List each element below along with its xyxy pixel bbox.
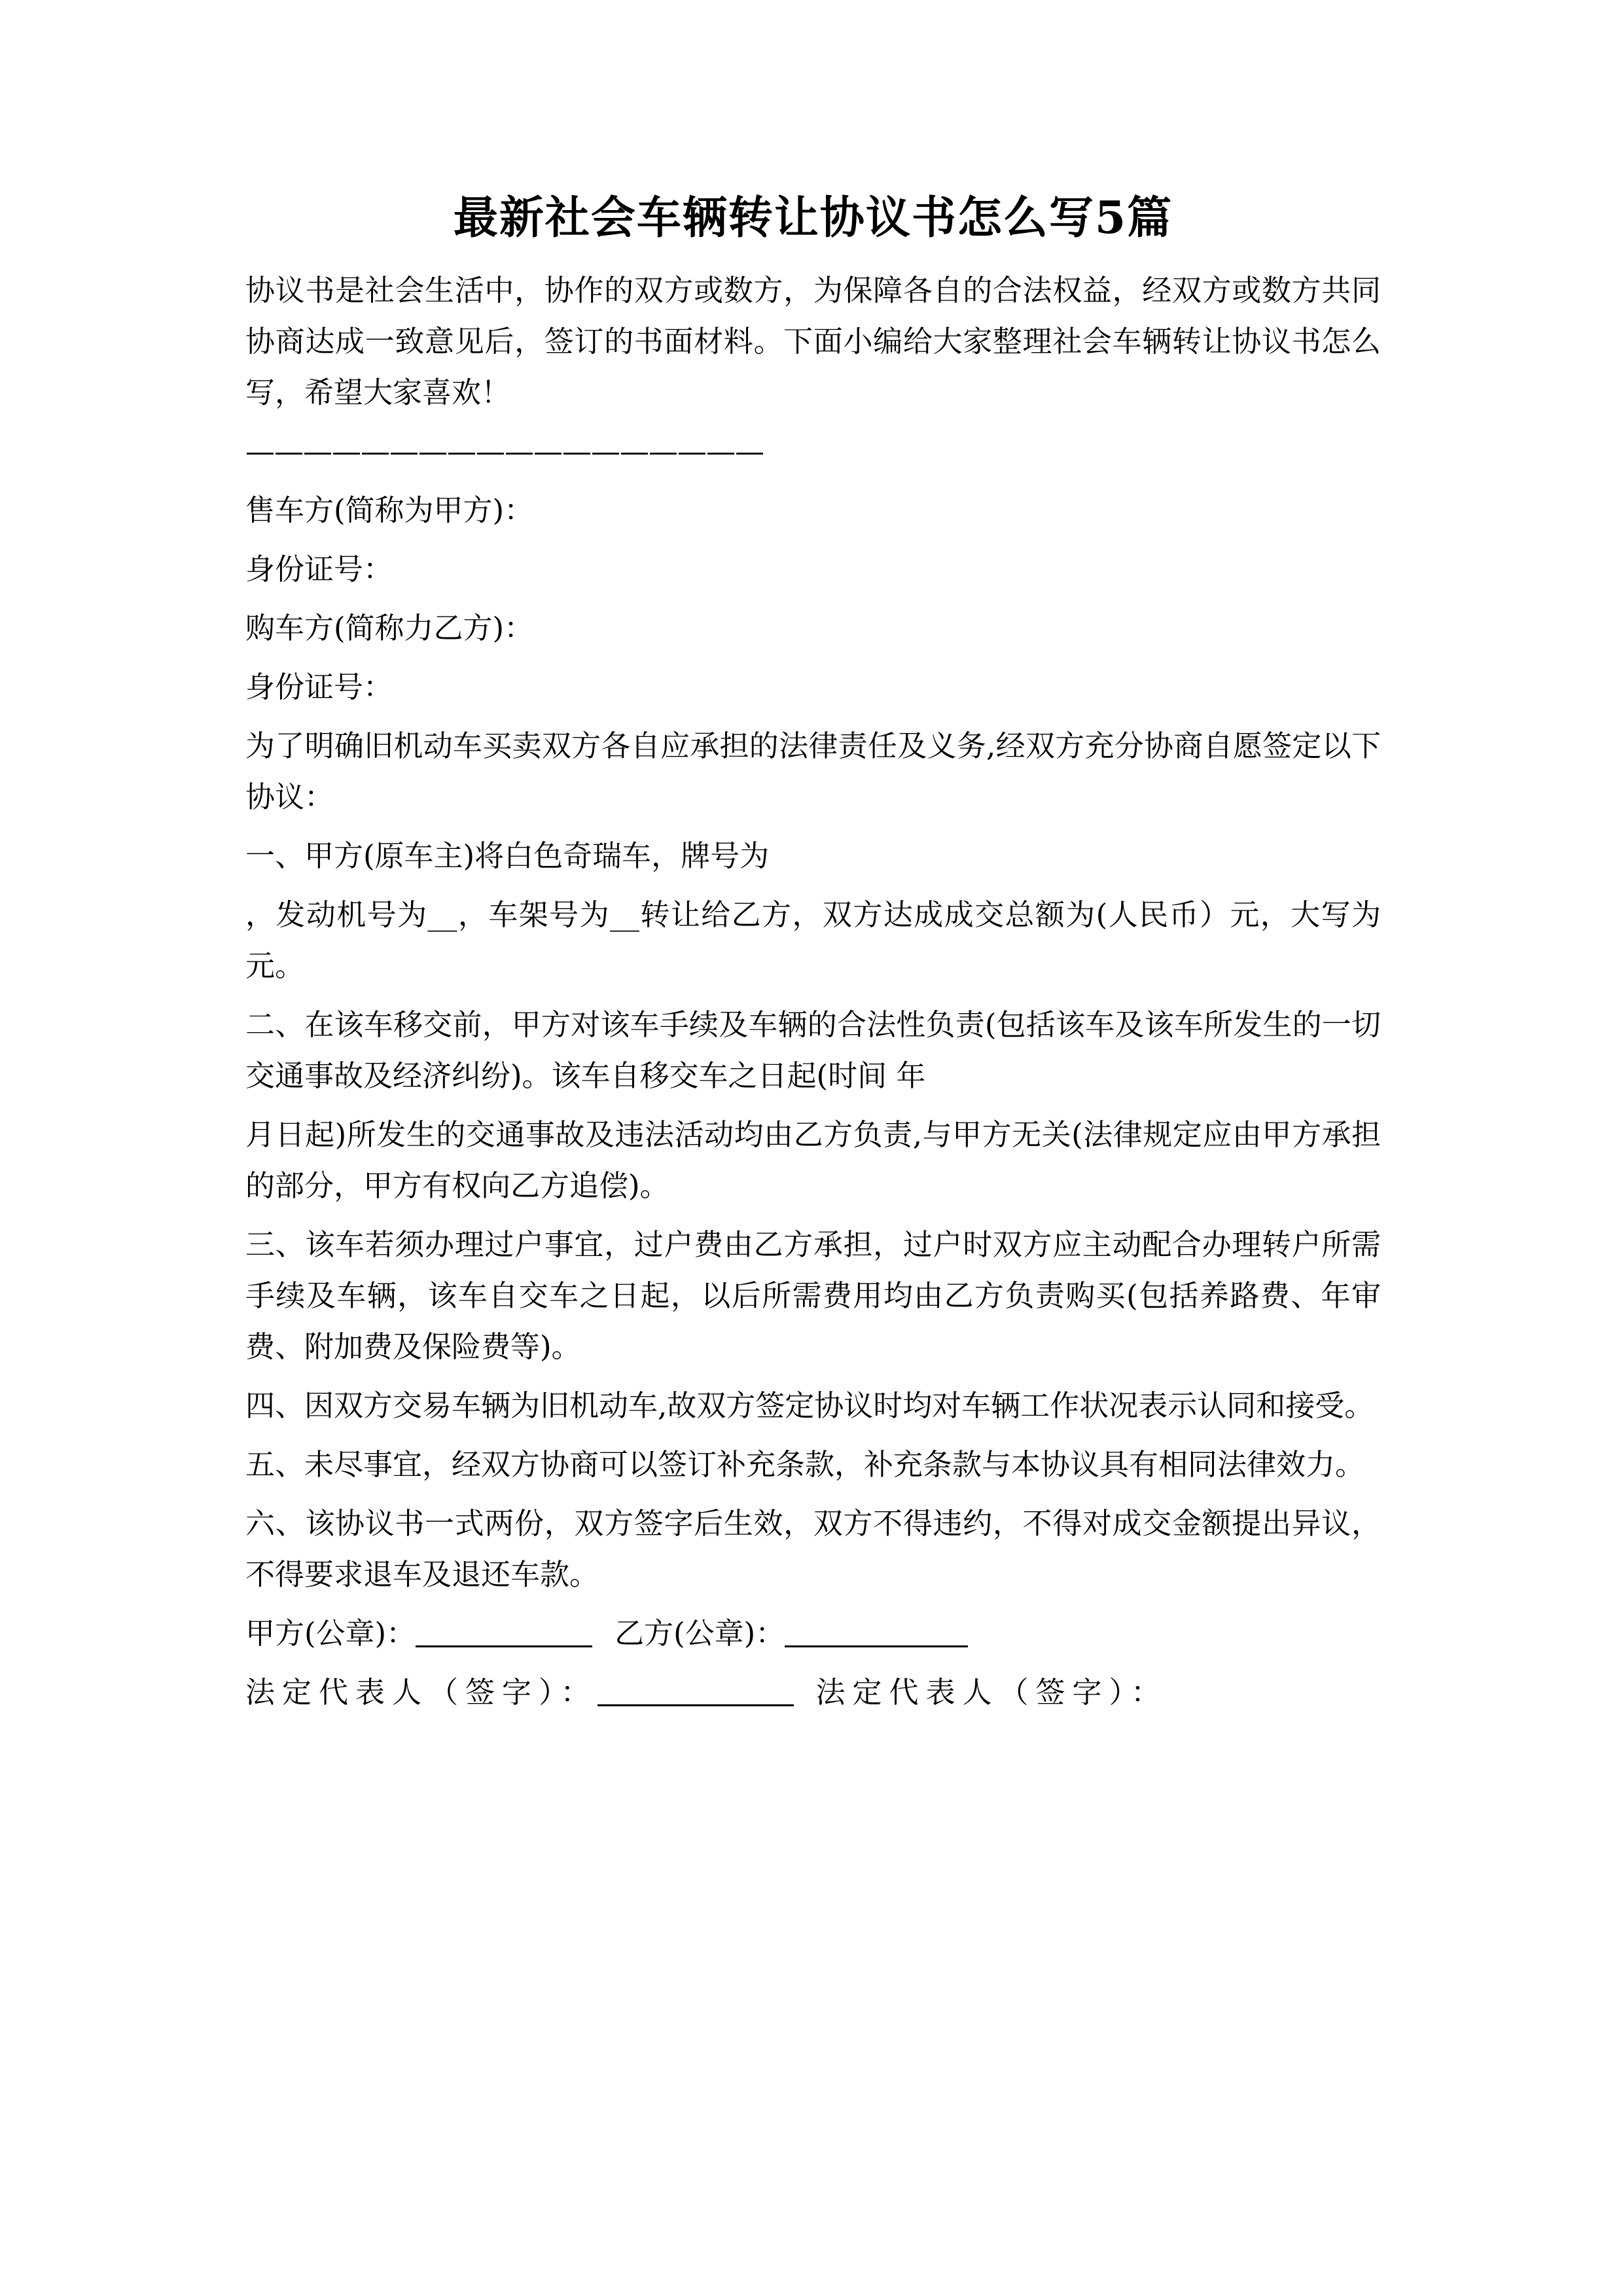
clause-item: 六、该协议书一式两份，双方签字后生效，双方不得违约，不得对成交金额提出异议，不得要求退车及退还车款。 [245,1506,1381,1592]
document-body [245,193,1381,1726]
preamble-paragraph: 为了明确旧机动车买卖双方各自应承担的法律责任及义务,经双方充分协商自愿签定以下协议： [245,728,1381,815]
legal-rep-label-b: 法定代表人（签字）： [815,1675,1168,1710]
party-seller-id-label: 身份证号： [245,552,393,587]
party-buyer-id-label: 身份证号： [245,670,393,705]
clause-item: 三、该车若须办理过户事宜，过户费由乙方承担，过户时双方应主动配合办理转户所需手续及车辆，该车自交车之日起，以后所需费用均由乙方负责购买(包括养路费、年审费、附加费及保险费等)。 [245,1227,1381,1365]
party-buyer-label: 购车方(简称力乙方)： [245,611,534,646]
clause-item: 一、甲方(原车主)将白色奇瑞车，牌号为 [245,838,770,874]
legal-representative-row [245,1667,1381,1718]
seal-signature-row [245,1608,1381,1659]
party-b-seal-label: 乙方(公章)： [615,1616,785,1651]
legal-rep-blank-a[interactable] [597,1674,794,1706]
party-b-seal-blank[interactable] [785,1615,968,1647]
clause-item: ，发动机号为__，车架号为__转让给乙方，双方达成成交总额为(人民币）元，大写为 元。 [245,897,1381,984]
page-title: 最新社会车辆转让协议书怎么写5篇 [453,192,1173,244]
clause-item: 二、在该车移交前，甲方对该车手续及车辆的合法性负责(包括该车及该车所发生的一切交通事故及经济纠纷)。该车自移交车之日起(时间 年 [245,1007,1381,1094]
intro-paragraph: 协议书是社会生活中，协作的双方或数方，为保障各自的合法权益，经双方或数方共同协商达成一致意见后，签订的书面材料。下面小编给大家整理社会车辆转让协议书怎么写，希望大家喜欢！ [245,273,1381,410]
legal-rep-label-a: 法定代表人（签字）： [245,1675,597,1710]
separator-rule: —————————————————— [245,434,764,469]
clause-item: 五、未尽事宜，经双方协商可以签订补充条款，补充条款与本协议具有相同法律效力。 [245,1447,1365,1482]
party-seller-label: 售车方(简称为甲方)： [245,493,534,528]
clause-item: 四、因双方交易车辆为旧机动车,故双方签定协议时均对车辆工作状况表示认同和接受。 [245,1388,1374,1424]
clause-item: 月日起)所发生的交通事故及违法活动均由乙方负责,与甲方无关(法律规定应由甲方承担的部分，甲方有权向乙方追偿)。 [245,1117,1381,1204]
party-a-seal-blank[interactable] [416,1615,592,1647]
party-a-seal-label: 甲方(公章)： [245,1616,416,1651]
